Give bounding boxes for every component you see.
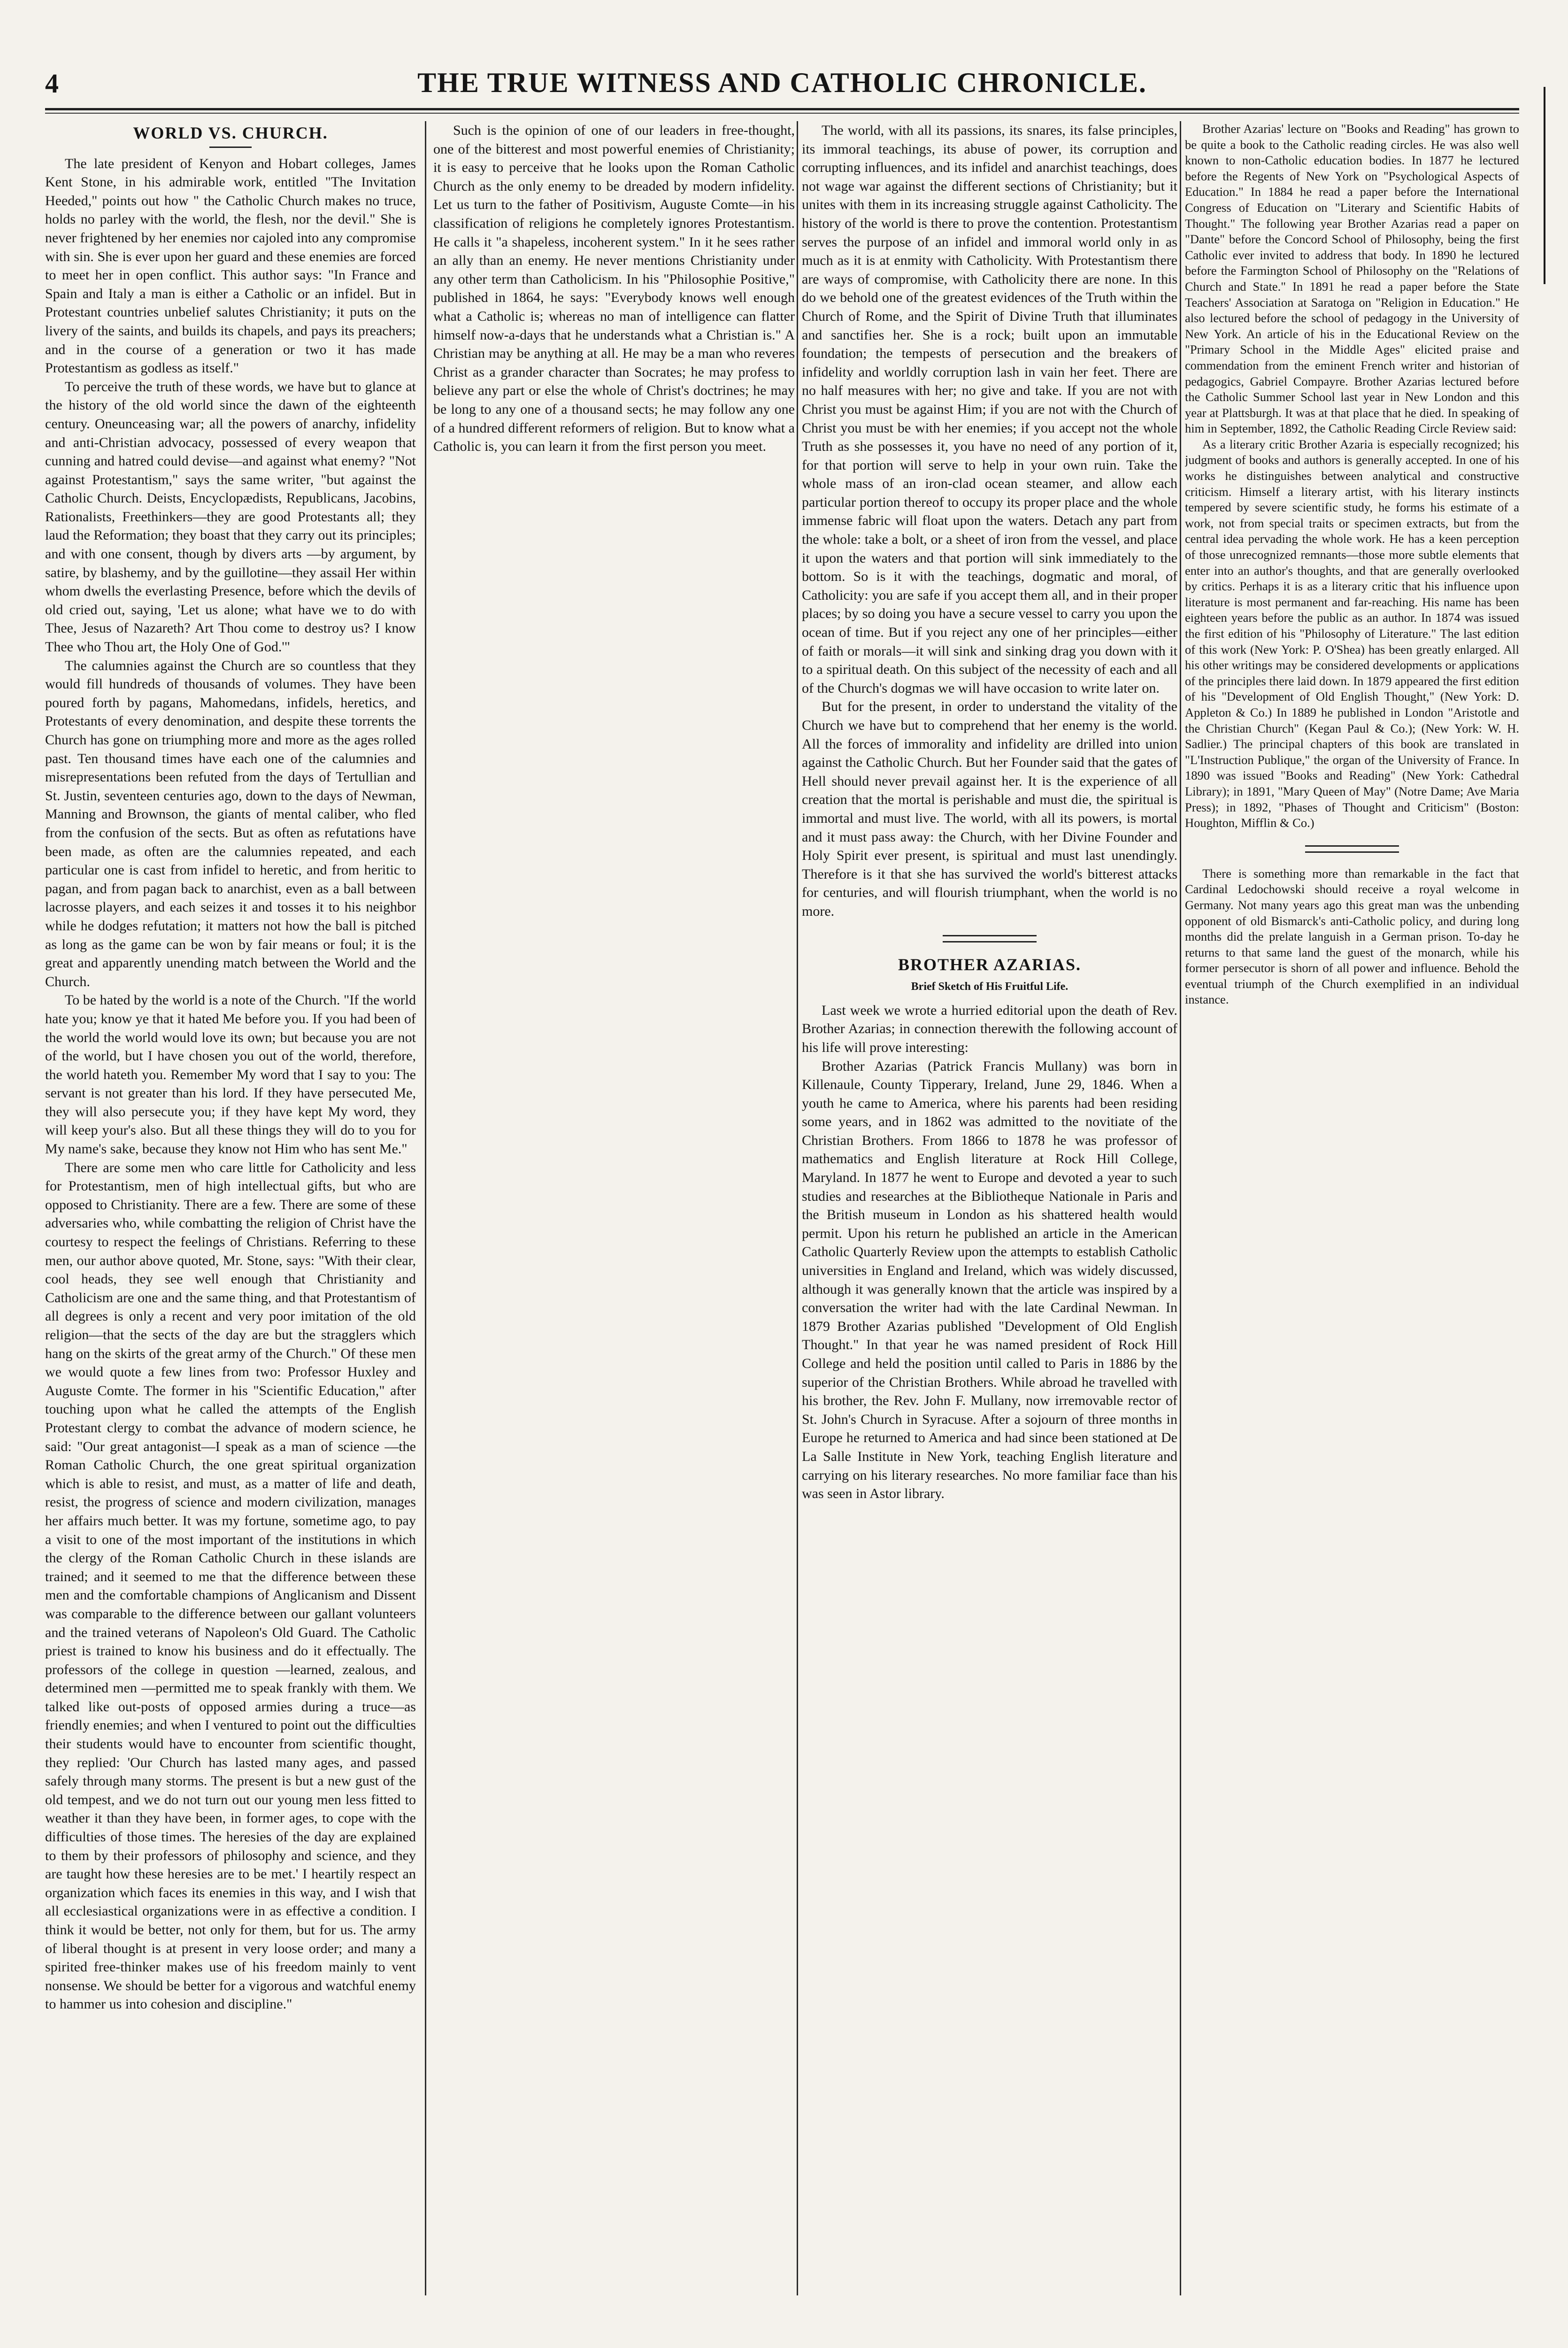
- header-rule-thin: [45, 113, 1519, 114]
- column-divider: [1180, 121, 1181, 2295]
- article-paragraph: There is something more than remarkable in the fact that Cardinal Ledochowski should receive a royal welcome in Germany. Not many years ago this great man was the unbending opponent of old Bismarck's anti-Catholic policy, and during long months did the prelate languish in a German prison. To-day he returns to that same land the guest of the monarch, while his former persecutor is shorn of all power and influence. Behold the eventual triumph of the Church exemplified in an individual instance.: [1185, 866, 1519, 1007]
- column-3: [802, 121, 1177, 2295]
- article-paragraph: To be hated by the world is a note of the Church. "If the world hate you; know ye that it hated Me before you. If you had been of the world the world would love its own; but because you are not of the world, but I have chosen you out of the world, therefore, the world hateth you. Remember My word that I say to you: The servant is not greater than his lord. If they have persecuted Me, they will also persecute you; if they have kept My word, they will keep your's also. But all these things they will do to you for My name's sake, because they know not Him who has sent Me.": [45, 992, 416, 1157]
- article-separator: [943, 935, 1037, 942]
- article-paragraph: The calumnies against the Church are so countless that they would fill hundreds of thousands of volumes. They have been poured forth by pagans, Mahomedans, infidels, heretics, and Protestants of every denomination, and despite these torrents the Church has gone on triumphing more and more as the ages rolled past. Ten thousand times have each one of the calumnies and misrepresentations been refuted from the days of Tertullian and St. Justin, seventeen centuries ago, down to the days of Newman, Manning and Brownson, the giants of mental caliber, who fled from the confusion of the sects. But as often as refutations have been made, as often are the calumnies repeated, and each particular one is cast from infidel to heretic, and from heritic to pagan, and from pagan back to anarchist, even as a ball between lacrosse players, and each seizes it and tosses it to his neighbor while he dodges refutation; it matters not how the ball is pitched as long as the game can be won by fair means or foul; it is the great and apparently unending match between the World and the Church.: [45, 657, 416, 989]
- column-divider: [425, 121, 426, 2295]
- page-number: 4: [45, 68, 59, 99]
- article-paragraph: Last week we wrote a hurried editorial upon the death of Rev. Brother Azarias; in connection therewith the following account of his life will prove interesting:: [802, 1002, 1177, 1055]
- margin-scratch-mark: [1544, 87, 1545, 284]
- column-1: [45, 121, 416, 2295]
- headline-rule: [209, 147, 252, 148]
- article-paragraph: The late president of Kenyon and Hobart colleges, James Kent Stone, in his admirable work, entitled "The Invitation Heeded," points out how " the Catholic Church makes no truce, holds no parley with the world, the flesh, nor the devil." She is never frightened by her enemies nor cajoled into any compromise with sin. She is ever upon her guard and these enemies are forced to meet her in open conflict. This author says: "In France and Spain and Italy a man is either a Catholic or an infidel. But in Protestant countries unbelief salutes Christianity; it puts on the livery of the saints, and builds its chapels, and pays its preachers; and in the course of a generation or two it has made Protestantism as godless as itself.": [45, 155, 416, 376]
- article-separator: [1305, 845, 1399, 853]
- masthead: [45, 66, 1519, 108]
- article-headline-brother-azarias: BROTHER AZARIAS.: [898, 955, 1082, 974]
- article-paragraph: Brother Azarias' lecture on "Books and Reading" has grown to be quite a book to the Catholic reading circles. He was also well known to non-Catholic education bodies. In 1877 he lectured before the Regents of New York on "Psychological Aspects of Education." In 1884 he read a paper before the International Congress of Education on "Literary and Scientific Habits of Thought." The following year Brother Azarias read a paper on "Dante" before the Concord School of Philosophy, being the first Catholic ever invited to address that body. In 1890 he lectured before the Farmington School of Philosophy on the "Relations of Church and State." In 1891 he read a paper before the State Teachers' Association at Saratoga on "Religion in Education." He also lectured before the school of pedagogy in the University of New York. An article of his in the Educational Review on the "Primary School in the Middle Ages" elicited praise and commendation from the eminent French writer and historian of pedagogics, Gabriel Compayre. Brother Azarias lectured before the Catholic Summer School last year in New London and this year at Plattsburgh. It was at that place that he died. In speaking of him in September, 1892, the Catholic Reading Circle Review said:: [1185, 122, 1519, 436]
- article-subheadline: Brief Sketch of His Fruitful Life.: [911, 981, 1068, 993]
- article-paragraph: The world, with all its passions, its snares, its false principles, its immoral teachings, its abuse of power, its corruption and corrupting influences, and its infidel and anarchist teachings, does not wage war against the different sections of Christianity; but it unites with them in its increasing struggle against Catholicity. The history of the world is there to prove the contention. Protestantism serves the purpose of an infidel and immoral world only in as much as it is at enmity with Catholicity. With Protestantism there are ways of compromise, with Catholicity there are none. In this do we behold one of the greatest evidences of the Truth within the Church of Rome, and the Spirit of Divine Truth that illuminates and sanctifies her. She is a rock; built upon an immutable foundation; the tempests of persecution and the breakers of infidelity and worldly corruption lash in vain her feet. There are no half measures with her; no give and take. If you are not with Christ you must be against Him; if you are not with the Church of Christ you must be with her enemies; if you accept not the whole Truth as she possesses it, you have no need of any portion of it, for that portion will serve to help in your own ruin. Take the whole mass of an iron-clad ocean steamer, and allow each particular portion thereof to occupy its proper place and the whole immense fabric will float upon the waters. Detach any part from the whole: take a bolt, or a sheet of iron from the vessel, and place it upon the waters and that portion will sink immediately to the bottom. So is it with the teachings, dogmatic and moral, of Catholicity: you are safe if you accept them all, and in their proper places; by so doing you have a secure vessel to carry you upon the ocean of time. But if you reject any one of her principles—either of faith or morals—it will sink and sinking drag you down with it to a spiritual death. On this subject of the necessity of each and all of the Church's dogmas we will have occasion to write later on.: [802, 123, 1177, 696]
- column-divider: [797, 121, 798, 2295]
- article-paragraph: Such is the opinion of one of our leaders in free-thought, one of the bitterest and most powerful enemies of Christianity; it is easy to perceive that he looks upon the Roman Catholic Church as the only enemy to be dreaded by modern infidelity. Let us turn to the father of Positivism, Auguste Comte—in his classification of religions he completely ignores Protestantism. He calls it "a shapeless, incoherent system." In it he sees rather an ally than an enemy. He never mentions Christianity under any other term than Catholicism. In his "Philosophie Positive," published in 1864, he says: "Everybody knows well enough what a Catholic is; whereas no man of intelligence can flatter himself now-a-days that he understands what a Christian is." A Christian may be anything at all. He may be a man who reveres Christ as a grander character than Socrates; he may profess to believe any part or else the whole of Christ's doctrines; he may be long to any one of a thousand sects; he may follow any one of a hundred different reformers of religion. But to know what a Catholic is, you can learn it from the first person you meet.: [433, 123, 795, 455]
- page-header-title: THE TRUE WITNESS AND CATHOLIC CHRONICLE.: [417, 67, 1147, 98]
- column-2: [433, 121, 795, 2295]
- article-paragraph: But for the present, in order to understand the vitality of the Church we have but to comprehend that her enemy is the world. All the forces of immorality and infidelity are drilled into union against the Catholic Church. But her Founder said that the gates of Hell should never prevail against her. It is the experience of all creation that the mortal is perishable and must die, the spiritual is immortal and must live. The world, with all its powers, is mortal and it must pass away: the Church, with her Divine Founder and Holy Spirit ever present, is spiritual and must last unendingly. Therefore is it that she has survived the world's bitterest attacks for centuries, and will flourish triumphant, when the world is no more.: [802, 699, 1177, 919]
- article-paragraph: As a literary critic Brother Azaria is especially recognized; his judgment of books and authors is generally accepted. In one of his works he distinguishes between analytical and constructive criticism. Himself a literary artist, with his literary instincts tempered by severe scientific study, he forms his estimate of a work, not from special traits or specimen extracts, but from the central idea pervading the whole work. He has a keen perception of those unrecognized remnants—those more subtle elements that enter into an author's thoughts, and that are generally overlooked by critics. Perhaps it is as a literary critic that his influence upon literature is most permanent and far-reaching. His name has been eighteen years before the public as an author. In 1874 was issued the first edition of his "Philosophy of Literature." The last edition of this work (New York: P. O'Shea) has been greatly enlarged. All his other writings may be considered developments or applications of the principles there laid down. In 1879 appeared the first edition of his "Development of Old English Thought," (New York: D. Appleton & Co.) In 1889 he published in London "Aristotle and the Christian Church" (Kegan Paul & Co.); (New York: W. H. Sadlier.) The principal chapters of this book are translated in "L'Instruction Publique," the organ of the University of France. In 1890 was issued "Books and Reading" (New York: Cathedral Library); in 1891, "Mary Queen of May" (Notre Dame; Ave Maria Press); in 1892, "Phases of Thought and Criticism" (Boston: Houghton, Mifflin & Co.): [1185, 437, 1519, 830]
- header-rule: [45, 108, 1519, 110]
- article-headline-world-vs-church: WORLD VS. CHURCH.: [133, 124, 328, 142]
- article-paragraph: Brother Azarias (Patrick Francis Mullany) was born in Killenaule, County Tipperary, Ireland, June 29, 1846. When a youth he came to America, where his parents had been residing some years, and in 1862 was admitted to the novitiate of the Christian Brothers. From 1866 to 1878 he was professor of mathematics and English literature at Rock Hill College, Maryland. In 1877 he went to Europe and devoted a year to such studies and researches at the Bibliotheque Nationale in Paris and the British museum in London as his shattered health would permit. Upon his return he published an article in the American Catholic Quarterly Review upon the attempts to establish Catholic universities in England and Ireland, which was widely discussed, although it was generally known that the article was inspired by a conversation the writer had with the late Cardinal Newman. In 1879 Brother Azarias published "Development of Old English Thought." In that year he was named president of Rock Hill College and held the position until called to Paris in 1886 by the superior of the Christian Brothers. While abroad he travelled with his brother, the Rev. John F. Mullany, now irremovable rector of St. John's Church in Syracuse. After a sojourn of three months in Europe he returned to America and had since been stationed at De La Salle Institute in New York, teaching English literature and carrying on his literary researches. No more familiar face than his was seen in Astor library.: [802, 1058, 1177, 1502]
- article-paragraph: To perceive the truth of these words, we have but to glance at the history of the old world since the dawn of the eighteenth century. Oneunceasing war; all the powers of anarchy, infidelity and anti-Christian advocacy, possessed of every weapon that cunning and hatred could devise—and against what enemy? "Not against Protestantism," says the same writer, "but against the Catholic Church. Deists, Encyclopædists, Republicans, Jacobins, Rationalists, Freethinkers—they are good Protestants all; they laud the Reformation; they boast that they carry out its principles; and with one consent, though by divers arts —by argument, by satire, by blashemy, and by the guillotine—they assail Her within whom dwells the everlasting Presence, before which the devils of old cried out, saying, 'Let us alone; what have we to do with Thee, Jesus of Nazareth? Art Thou come to destroy us? I know Thee who Thou art, the Holy One of God.'": [45, 378, 416, 655]
- column-4: [1185, 121, 1519, 2295]
- article-paragraph: There are some men who care little for Catholicity and less for Protestantism, men of high intellectual gifts, but who are opposed to Christianity. There are a few. There are some of these adversaries who, while combatting the religion of Christ have the courtesy to respect the feelings of Christians. Referring to these men, our author above quoted, Mr. Stone, says: "With their clear, cool heads, they see well enough that Christianity and Catholicism are one and the same thing, and that Protestantism of all degrees is only a recent and very poor imitation of the old religion—that the sects of the day are but the stragglers which hang on the skirts of the great army of the Church." Of these men we would quote a few lines from two: Professor Huxley and Auguste Comte. The former in his "Scientific Education," after touching upon what he called the attempts of the English Protestant clergy to combat the advance of modern science, he said: "Our great antagonist—I speak as a man of science —the Roman Catholic Church, the one great spiritual organization which is able to resist, and must, as a matter of life and death, resist, the progress of science and modern civilization, manages her affairs much better. It was my fortune, sometime ago, to pay a visit to one of the most important of the institutions in which the clergy of the Roman Catholic Church in these islands are trained; and it seemed to me that the difference between these men and the comfortable champions of Anglicanism and Dissent was comparable to the difference between our gallant volunteers and the trained veterans of Napoleon's Old Guard. The Catholic priest is trained to know his business and do it effectually. The professors of the college in question —learned, zealous, and determined men —permitted me to speak frankly with them. We talked like out-posts of opposed armies during a truce—as friendly enemies; and when I ventured to point out the difficulties their students would have to encounter from scientific thought, they replied: 'Our Church has lasted many ages, and passed safely through many storms. The present is but a new gust of the old tempest, and we do not turn out our young men less fitted to weather it than they have been, in former ages, to cope with the difficulties of those times. The heresies of the day are explained to them by their professors of philosophy and science, and they are taught how these heresies are to be met.' I heartily respect an organization which faces its enemies in this way, and I wish that all ecclesiastical organizations were in as effective a condition. I think it would be better, not only for them, but for us. The army of liberal thought is at present in very loose order; and many a spirited free-thinker makes use of his freedom mainly to vent nonsense. We should be better for a vigorous and watchful enemy to hammer us into cohesion and discipline.": [45, 1159, 416, 2012]
